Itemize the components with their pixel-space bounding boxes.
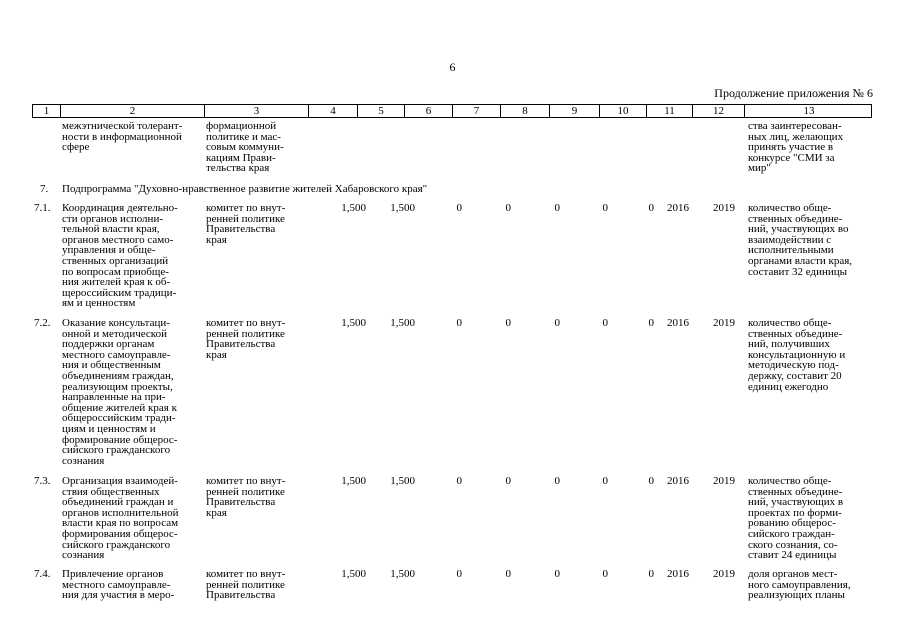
row-executor-line: комитет по внут- [206,568,286,580]
header-cell-6: 6 [405,105,453,117]
carry-executor-line: совым коммуни- [206,141,284,154]
row-executor-line: края [206,348,227,361]
value-col7: 0 [505,568,511,580]
row-executor-line: ренней политике [206,578,285,591]
value-col9: 0 [602,202,608,214]
row-name-line: местного самоуправле- [62,348,171,361]
carry-result-line: мир" [748,162,771,175]
row-result-line: реализующих планы [748,589,845,602]
row-result-line: рованию общерос- [748,517,836,530]
row-executor-line: Правительства [206,338,276,351]
row-name-line: ственных организаций [62,255,169,267]
row-result-line: ний, участвующих в [748,496,844,509]
row-name-line: реализующим проекты, [62,380,173,393]
row-executor-line: Правительства [206,589,276,602]
row-name-line: ния жителей края к об- [62,276,171,289]
header-cell-5: 5 [358,105,405,117]
row-number: 7.4. [34,568,51,580]
value-col8: 0 [554,317,560,329]
start-year: 2016 [667,475,689,487]
row-number: 7.2. [34,317,51,329]
header-cell-11: 11 [647,105,693,117]
end-year: 2019 [713,317,735,329]
value-col6: 0 [456,568,462,580]
value-col7: 0 [505,202,511,214]
row-result-line: проектах по форми- [748,506,842,519]
row-name-line: Организация взаимодей- [62,475,178,487]
row-executor-line: края [206,506,227,519]
row-result-line: ского сознания, со- [748,538,838,551]
header-cell-7: 7 [453,105,501,117]
row-result-line: держку, составит 20 [748,370,842,382]
row-name-line: направленные на при- [62,391,166,404]
start-year: 2016 [667,568,689,580]
header-cell-13: 13 [803,105,815,117]
row-name-line: сти органов исполни- [62,212,163,225]
row-name-line: ния для участия в меро- [62,589,175,602]
row-result-line: сийского граждан- [748,528,835,540]
value-col6: 0 [456,202,462,214]
value-col9: 0 [602,568,608,580]
row-result-line: ственных объедине- [748,485,843,498]
row-result-line: ственных объедине- [748,327,843,340]
value-col4: 1,500 [341,317,366,329]
table-header-row [32,104,872,118]
row-result-line: количество обще- [748,317,832,329]
row-name-line: местного самоуправле- [62,578,171,591]
value-col9: 0 [602,475,608,487]
row-result-line: исполнительными [748,244,834,257]
continuation-label: Продолжение приложения № 6 [714,86,873,100]
row-name-line: органов местного само- [62,233,174,246]
carry-executor-line: политике и мас- [206,130,281,143]
value-col4: 1,500 [341,475,366,487]
value-col4: 1,500 [341,568,366,580]
row-name-line: сознания [62,549,105,562]
row-executor-line: комитет по внут- [206,475,286,487]
value-col8: 0 [554,202,560,214]
row-executor-line: ренней политике [206,485,285,498]
row-name-line: сознания [62,454,105,467]
row-name-line: Оказание консультаци- [62,317,170,329]
value-col5: 1,500 [390,568,415,580]
value-col4: 1,500 [341,202,366,214]
value-col10: 0 [648,475,654,487]
row-name-line: тельной власти края, [62,223,160,236]
row-name-line: объединений граждан и [62,496,174,509]
start-year: 2016 [667,317,689,329]
row-executor-line: края [206,233,227,246]
end-year: 2019 [713,475,735,487]
header-cell-4: 4 [309,105,358,117]
carry-result-line: конкурсе "СМИ за [748,151,835,164]
row-name-line: формирования общерос- [62,528,178,540]
row-name-line: щероссийским традици- [62,286,177,299]
value-col9: 0 [602,317,608,329]
row-name-line: поддержки органам [62,338,155,351]
row-result-line: количество обще- [748,202,832,214]
value-col7: 0 [505,317,511,329]
value-col8: 0 [554,568,560,580]
carry-result-line: ства заинтересован- [748,120,842,132]
row-name-line: Координация деятельно- [62,202,178,214]
row-number: 7.3. [34,475,51,487]
value-col5: 1,500 [390,202,415,214]
row-executor-line: Правительства [206,223,276,236]
row-result-line: количество обще- [748,475,832,487]
row-result-line: ний, получивших [748,338,830,351]
row-name-line: онной и методической [62,327,167,340]
carry-result-line: принять участие в [748,141,834,154]
row-result-line: ного самоуправления, [748,578,851,591]
value-col10: 0 [648,317,654,329]
row-executor-line: Правительства [206,496,276,509]
end-year: 2019 [713,568,735,580]
header-cell-2: 2 [61,105,205,117]
row-executor-line: комитет по внут- [206,317,286,329]
row-executor-line: комитет по внут- [206,202,286,214]
row-result-line: консультационную и [748,348,846,361]
row-name-line: формирование общерос- [62,433,178,446]
row-name-line: общение жителей края к [62,401,177,414]
header-cell-9: 9 [550,105,600,117]
value-col7: 0 [505,475,511,487]
value-col10: 0 [648,202,654,214]
row-result-line: ственных объедине- [748,212,843,225]
row-result-line: доля органов мест- [748,568,838,580]
row-name-line: по вопросам приобще- [62,265,169,278]
carry-executor-line: формационной [206,120,277,132]
row-name-line: циям и ценностям и [62,423,156,435]
row-name-line: объединениям граждан, [62,370,174,382]
row-name-line: ствия общественных [62,485,160,498]
value-col6: 0 [456,475,462,487]
value-col6: 0 [456,317,462,329]
row-name-line: общероссийским тради- [62,412,176,425]
row-result-line: ставит 24 единицы [748,549,837,562]
subprogram-title: Подпрограмма "Духовно-нравственное развитие жителей Хабаровского края" [62,183,428,195]
header-cell-10: 10 [600,105,647,117]
row-name-line: органов исполнительной [62,506,179,519]
row-result-line: единиц ежегодно [748,380,829,393]
value-col10: 0 [648,568,654,580]
row-name-line: власти края по вопросам [62,517,179,530]
row-result-line: ний, участвующих во [748,223,849,236]
row-result-line: взаимодействии с [748,233,832,246]
carry-executor-line: тельства края [206,162,270,175]
row-name-line: ния и общественным [62,359,161,372]
end-year: 2019 [713,202,735,214]
row-result-line: методическую под- [748,359,839,372]
value-col5: 1,500 [390,317,415,329]
row-name-line: управления и обще- [62,244,156,257]
row-executor-line: ренней политике [206,212,285,225]
row-result-line: органами власти края, [748,255,853,267]
header-cell-3: 3 [205,105,309,117]
carry-name-line: сфере [62,141,90,154]
value-col5: 1,500 [390,475,415,487]
carry-name-line: межэтнической толерант- [62,120,183,132]
row-number: 7.1. [34,202,51,214]
header-cell-8: 8 [501,105,550,117]
header-cell-12: 12 [693,105,745,117]
carry-name-line: ности в информационной [62,130,182,143]
row-name-line: сийского гражданского [62,538,171,551]
row-result-line: составит 32 единицы [748,265,848,278]
row-name-line: Привлечение органов [62,568,164,580]
subprogram-number: 7. [40,183,49,195]
carry-result-line: ных лиц, желающих [748,130,844,143]
carry-executor-line: кациям Прави- [206,151,276,164]
value-col8: 0 [554,475,560,487]
row-executor-line: ренней политике [206,327,285,340]
row-name-line: сийского гражданского [62,444,171,457]
row-name-line: ям и ценностям [62,297,136,310]
header-cell-1: 1 [33,105,61,117]
page-number: 6 [449,60,456,74]
start-year: 2016 [667,202,689,214]
